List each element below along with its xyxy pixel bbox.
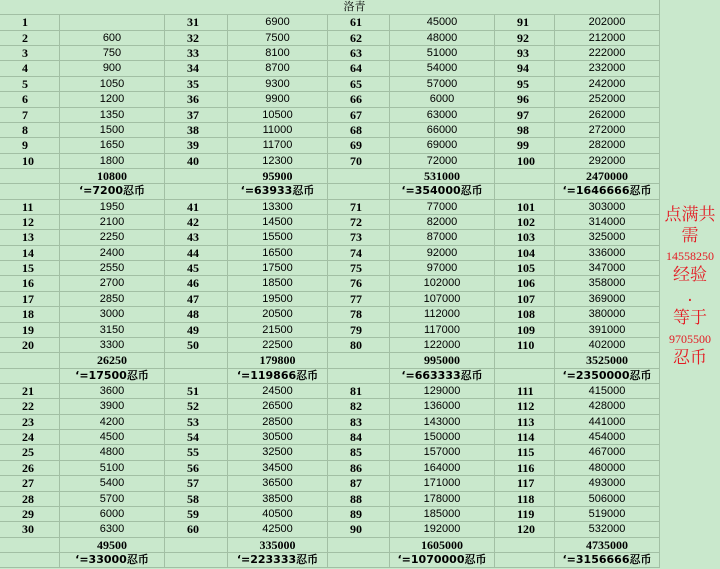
level-cell: 69	[328, 138, 390, 153]
exp-cell: 6900	[228, 15, 328, 30]
coin-equivalent-cell: ‘=119866忍币	[228, 369, 328, 384]
level-cell: 30	[0, 522, 60, 537]
exp-cell: 178000	[390, 492, 495, 507]
exp-cell: 69000	[390, 138, 495, 153]
level-cell: 19	[0, 323, 60, 338]
exp-cell: 212000	[555, 31, 660, 46]
level-cell: 5	[0, 77, 60, 92]
exp-cell: 8100	[228, 46, 328, 61]
level-cell: 2	[0, 31, 60, 46]
exp-cell: 2400	[60, 246, 165, 261]
empty-cell	[0, 538, 60, 553]
level-cell: 66	[328, 92, 390, 107]
level-cell: 4	[0, 61, 60, 76]
exp-total-cell: 26250	[60, 353, 165, 368]
exp-cell: 314000	[555, 215, 660, 230]
level-cell: 26	[0, 461, 60, 476]
exp-cell: 325000	[555, 230, 660, 245]
empty-cell	[328, 369, 390, 384]
exp-cell: 358000	[555, 276, 660, 291]
level-cell: 93	[495, 46, 555, 61]
exp-cell: 272000	[555, 123, 660, 138]
exp-cell: 92000	[390, 246, 495, 261]
level-cell: 89	[328, 507, 390, 522]
coin-equivalent-cell: ‘=63933忍币	[228, 184, 328, 199]
exp-cell: 12300	[228, 154, 328, 169]
exp-cell: 143000	[390, 415, 495, 430]
exp-cell: 3600	[60, 384, 165, 399]
exp-cell: 66000	[390, 123, 495, 138]
exp-cell: 2850	[60, 292, 165, 307]
exp-cell: 1200	[60, 92, 165, 107]
total-needed-label-cont: 需	[681, 226, 699, 246]
level-cell: 73	[328, 230, 390, 245]
exp-cell	[60, 15, 165, 30]
empty-cell	[328, 184, 390, 199]
level-cell: 34	[165, 61, 228, 76]
equals-label: 等于	[673, 308, 707, 328]
coin-equivalent-cell: ‘=33000忍币	[60, 553, 165, 568]
level-cell: 98	[495, 123, 555, 138]
level-cell: 83	[328, 415, 390, 430]
exp-cell: 900	[60, 61, 165, 76]
exp-cell: 402000	[555, 338, 660, 353]
level-cell: 88	[328, 492, 390, 507]
level-cell: 49	[165, 323, 228, 338]
level-cell: 90	[328, 522, 390, 537]
exp-cell: 2100	[60, 215, 165, 230]
exp-cell: 262000	[555, 108, 660, 123]
level-cell: 52	[165, 399, 228, 414]
level-cell: 47	[165, 292, 228, 307]
coin-equivalent-cell: ‘=2350000忍币	[555, 369, 660, 384]
level-cell: 64	[328, 61, 390, 76]
exp-cell: 282000	[555, 138, 660, 153]
level-cell: 53	[165, 415, 228, 430]
exp-cell: 36500	[228, 476, 328, 491]
exp-cell: 467000	[555, 445, 660, 460]
level-cell: 32	[165, 31, 228, 46]
level-cell: 97	[495, 108, 555, 123]
level-cell: 10	[0, 154, 60, 169]
exp-total-cell: 1605000	[390, 538, 495, 553]
exp-cell: 519000	[555, 507, 660, 522]
level-cell: 111	[495, 384, 555, 399]
exp-cell: 380000	[555, 307, 660, 322]
level-cell: 104	[495, 246, 555, 261]
exp-cell: 129000	[390, 384, 495, 399]
exp-cell: 57000	[390, 77, 495, 92]
exp-cell: 15500	[228, 230, 328, 245]
level-cell: 58	[165, 492, 228, 507]
level-cell: 8	[0, 123, 60, 138]
exp-cell: 292000	[555, 154, 660, 169]
coin-equivalent-cell: ‘=7200忍币	[60, 184, 165, 199]
level-cell: 60	[165, 522, 228, 537]
exp-cell: 347000	[555, 261, 660, 276]
exp-cell: 242000	[555, 77, 660, 92]
exp-cell: 5700	[60, 492, 165, 507]
level-cell: 85	[328, 445, 390, 460]
exp-cell: 5400	[60, 476, 165, 491]
level-cell: 68	[328, 123, 390, 138]
level-cell: 9	[0, 138, 60, 153]
level-cell: 48	[165, 307, 228, 322]
level-cell: 86	[328, 461, 390, 476]
empty-cell	[495, 184, 555, 199]
exp-cell: 369000	[555, 292, 660, 307]
exp-cell: 13300	[228, 200, 328, 215]
empty-cell	[0, 553, 60, 568]
level-cell: 99	[495, 138, 555, 153]
level-cell: 29	[0, 507, 60, 522]
exp-cell: 750	[60, 46, 165, 61]
level-cell: 24	[0, 430, 60, 445]
exp-cell: 72000	[390, 154, 495, 169]
exp-cell: 600	[60, 31, 165, 46]
exp-cell: 34500	[228, 461, 328, 476]
empty-cell	[165, 369, 228, 384]
exp-cell: 32500	[228, 445, 328, 460]
exp-cell: 21500	[228, 323, 328, 338]
level-cell: 108	[495, 307, 555, 322]
exp-cell: 11000	[228, 123, 328, 138]
level-cell: 106	[495, 276, 555, 291]
level-cell: 51	[165, 384, 228, 399]
exp-cell: 506000	[555, 492, 660, 507]
exp-cell: 26500	[228, 399, 328, 414]
exp-total-cell: 335000	[228, 538, 328, 553]
level-cell: 87	[328, 476, 390, 491]
level-cell: 43	[165, 230, 228, 245]
exp-cell: 2250	[60, 230, 165, 245]
level-cell: 117	[495, 476, 555, 491]
exp-total-cell: 179800	[228, 353, 328, 368]
exp-cell: 11700	[228, 138, 328, 153]
exp-cell: 4800	[60, 445, 165, 460]
exp-cell: 3300	[60, 338, 165, 353]
empty-cell	[0, 369, 60, 384]
exp-cell: 10500	[228, 108, 328, 123]
level-cell: 40	[165, 154, 228, 169]
level-cell: 22	[0, 399, 60, 414]
level-cell: 91	[495, 15, 555, 30]
exp-cell: 3150	[60, 323, 165, 338]
coin-unit-label: 忍币	[673, 348, 707, 368]
exp-cell: 42500	[228, 522, 328, 537]
summary-note	[660, 0, 720, 569]
level-cell: 45	[165, 261, 228, 276]
exp-cell: 107000	[390, 292, 495, 307]
level-cell: 95	[495, 77, 555, 92]
level-cell: 7	[0, 108, 60, 123]
level-cell: 27	[0, 476, 60, 491]
exp-cell: 63000	[390, 108, 495, 123]
level-cell: 25	[0, 445, 60, 460]
level-cell: 84	[328, 430, 390, 445]
exp-cell: 303000	[555, 200, 660, 215]
exp-cell: 6300	[60, 522, 165, 537]
exp-cell: 454000	[555, 430, 660, 445]
level-cell: 110	[495, 338, 555, 353]
level-cell: 46	[165, 276, 228, 291]
level-cell: 78	[328, 307, 390, 322]
exp-cell: 202000	[555, 15, 660, 30]
level-cell: 15	[0, 261, 60, 276]
exp-cell: 18500	[228, 276, 328, 291]
level-cell: 28	[0, 492, 60, 507]
empty-cell	[165, 169, 228, 184]
exp-cell: 428000	[555, 399, 660, 414]
level-cell: 59	[165, 507, 228, 522]
exp-cell: 336000	[555, 246, 660, 261]
level-cell: 11	[0, 200, 60, 215]
level-cell: 33	[165, 46, 228, 61]
level-cell: 50	[165, 338, 228, 353]
exp-total-cell: 531000	[390, 169, 495, 184]
exp-cell: 77000	[390, 200, 495, 215]
level-cell: 1	[0, 15, 60, 30]
level-cell: 14	[0, 246, 60, 261]
level-cell: 101	[495, 200, 555, 215]
level-cell: 3	[0, 46, 60, 61]
coin-equivalent-cell: ‘=663333忍币	[390, 369, 495, 384]
level-cell: 75	[328, 261, 390, 276]
exp-cell: 16500	[228, 246, 328, 261]
level-cell: 18	[0, 307, 60, 322]
level-cell: 105	[495, 261, 555, 276]
exp-cell: 157000	[390, 445, 495, 460]
exp-cell: 136000	[390, 399, 495, 414]
exp-cell: 48000	[390, 31, 495, 46]
level-cell: 38	[165, 123, 228, 138]
level-cell: 42	[165, 215, 228, 230]
exp-cell: 1800	[60, 154, 165, 169]
empty-cell	[495, 538, 555, 553]
level-cell: 57	[165, 476, 228, 491]
total-coins-value: 9705500	[669, 332, 711, 346]
level-cell: 36	[165, 92, 228, 107]
level-cell: 13	[0, 230, 60, 245]
level-cell: 116	[495, 461, 555, 476]
level-cell: 63	[328, 46, 390, 61]
exp-cell: 164000	[390, 461, 495, 476]
exp-cell: 22500	[228, 338, 328, 353]
level-cell: 70	[328, 154, 390, 169]
exp-cell: 38500	[228, 492, 328, 507]
level-cell: 54	[165, 430, 228, 445]
exp-cell: 8700	[228, 61, 328, 76]
level-cell: 100	[495, 154, 555, 169]
level-cell: 31	[165, 15, 228, 30]
exp-cell: 7500	[228, 31, 328, 46]
level-cell: 115	[495, 445, 555, 460]
level-cell: 72	[328, 215, 390, 230]
spreadsheet-grid	[0, 15, 660, 568]
exp-cell: 4200	[60, 415, 165, 430]
level-cell: 62	[328, 31, 390, 46]
exp-cell: 222000	[555, 46, 660, 61]
level-cell: 118	[495, 492, 555, 507]
level-cell: 112	[495, 399, 555, 414]
exp-cell: 1500	[60, 123, 165, 138]
level-cell: 109	[495, 323, 555, 338]
level-cell: 114	[495, 430, 555, 445]
level-cell: 41	[165, 200, 228, 215]
exp-cell: 87000	[390, 230, 495, 245]
level-cell: 82	[328, 399, 390, 414]
level-cell: 96	[495, 92, 555, 107]
exp-cell: 3000	[60, 307, 165, 322]
level-cell: 74	[328, 246, 390, 261]
exp-cell: 1050	[60, 77, 165, 92]
empty-cell	[328, 538, 390, 553]
empty-cell	[0, 169, 60, 184]
exp-cell: 2700	[60, 276, 165, 291]
exp-cell: 14500	[228, 215, 328, 230]
coin-equivalent-cell: ‘=354000忍币	[390, 184, 495, 199]
exp-cell: 532000	[555, 522, 660, 537]
level-cell: 55	[165, 445, 228, 460]
level-cell: 107	[495, 292, 555, 307]
empty-cell	[495, 369, 555, 384]
level-cell: 120	[495, 522, 555, 537]
exp-cell: 171000	[390, 476, 495, 491]
empty-cell	[495, 353, 555, 368]
exp-unit-label: 经验	[673, 265, 707, 285]
exp-cell: 252000	[555, 92, 660, 107]
exp-total-cell: 4735000	[555, 538, 660, 553]
level-cell: 102	[495, 215, 555, 230]
exp-cell: 1350	[60, 108, 165, 123]
exp-total-cell: 2470000	[555, 169, 660, 184]
exp-cell: 9300	[228, 77, 328, 92]
level-cell: 79	[328, 323, 390, 338]
level-cell: 103	[495, 230, 555, 245]
exp-cell: 54000	[390, 61, 495, 76]
level-cell: 56	[165, 461, 228, 476]
empty-cell	[328, 353, 390, 368]
exp-cell: 5100	[60, 461, 165, 476]
level-cell: 77	[328, 292, 390, 307]
exp-cell: 51000	[390, 46, 495, 61]
level-cell: 81	[328, 384, 390, 399]
level-cell: 12	[0, 215, 60, 230]
empty-cell	[165, 553, 228, 568]
exp-cell: 415000	[555, 384, 660, 399]
empty-cell	[328, 553, 390, 568]
exp-cell: 6000	[390, 92, 495, 107]
exp-cell: 9900	[228, 92, 328, 107]
exp-cell: 19500	[228, 292, 328, 307]
exp-cell: 185000	[390, 507, 495, 522]
exp-cell: 232000	[555, 61, 660, 76]
exp-cell: 150000	[390, 430, 495, 445]
coin-equivalent-cell: ‘=17500忍币	[60, 369, 165, 384]
exp-cell: 493000	[555, 476, 660, 491]
total-needed-label: 点满共	[664, 205, 716, 225]
level-cell: 113	[495, 415, 555, 430]
exp-cell: 112000	[390, 307, 495, 322]
coin-equivalent-cell: ‘=1646666忍币	[555, 184, 660, 199]
sheet-title: 洛青	[0, 0, 660, 15]
exp-cell: 40500	[228, 507, 328, 522]
empty-cell	[0, 353, 60, 368]
total-exp-value: 14558250	[666, 249, 714, 263]
exp-cell: 102000	[390, 276, 495, 291]
level-cell: 21	[0, 384, 60, 399]
exp-cell: 1650	[60, 138, 165, 153]
exp-cell: 192000	[390, 522, 495, 537]
exp-cell: 4500	[60, 430, 165, 445]
level-cell: 94	[495, 61, 555, 76]
coin-equivalent-cell: ‘=223333忍币	[228, 553, 328, 568]
level-cell: 37	[165, 108, 228, 123]
exp-cell: 28500	[228, 415, 328, 430]
exp-cell: 1950	[60, 200, 165, 215]
level-cell: 44	[165, 246, 228, 261]
level-cell: 35	[165, 77, 228, 92]
empty-cell	[328, 169, 390, 184]
level-cell: 17	[0, 292, 60, 307]
exp-cell: 2550	[60, 261, 165, 276]
level-cell: 119	[495, 507, 555, 522]
level-cell: 39	[165, 138, 228, 153]
exp-cell: 391000	[555, 323, 660, 338]
exp-cell: 122000	[390, 338, 495, 353]
empty-cell	[0, 184, 60, 199]
coin-equivalent-cell: ‘=1070000忍币	[390, 553, 495, 568]
level-cell: 71	[328, 200, 390, 215]
empty-cell	[495, 553, 555, 568]
exp-cell: 117000	[390, 323, 495, 338]
exp-total-cell: 49500	[60, 538, 165, 553]
empty-cell	[495, 169, 555, 184]
exp-total-cell: 95900	[228, 169, 328, 184]
coin-equivalent-cell: ‘=3156666忍币	[555, 553, 660, 568]
exp-cell: 3900	[60, 399, 165, 414]
exp-total-cell: 10800	[60, 169, 165, 184]
level-cell: 76	[328, 276, 390, 291]
level-cell: 6	[0, 92, 60, 107]
level-cell: 61	[328, 15, 390, 30]
level-cell: 20	[0, 338, 60, 353]
exp-cell: 441000	[555, 415, 660, 430]
exp-cell: 20500	[228, 307, 328, 322]
exp-cell: 97000	[390, 261, 495, 276]
level-cell: 92	[495, 31, 555, 46]
level-cell: 65	[328, 77, 390, 92]
level-cell: 23	[0, 415, 60, 430]
exp-cell: 6000	[60, 507, 165, 522]
empty-cell	[165, 353, 228, 368]
exp-total-cell: 3525000	[555, 353, 660, 368]
level-cell: 67	[328, 108, 390, 123]
empty-cell	[165, 538, 228, 553]
exp-cell: 17500	[228, 261, 328, 276]
exp-cell: 82000	[390, 215, 495, 230]
empty-cell	[165, 184, 228, 199]
exp-cell: 45000	[390, 15, 495, 30]
exp-cell: 480000	[555, 461, 660, 476]
exp-cell: 30500	[228, 430, 328, 445]
separator-dot: .	[687, 286, 693, 306]
level-cell: 16	[0, 276, 60, 291]
level-cell: 80	[328, 338, 390, 353]
exp-total-cell: 995000	[390, 353, 495, 368]
exp-cell: 24500	[228, 384, 328, 399]
